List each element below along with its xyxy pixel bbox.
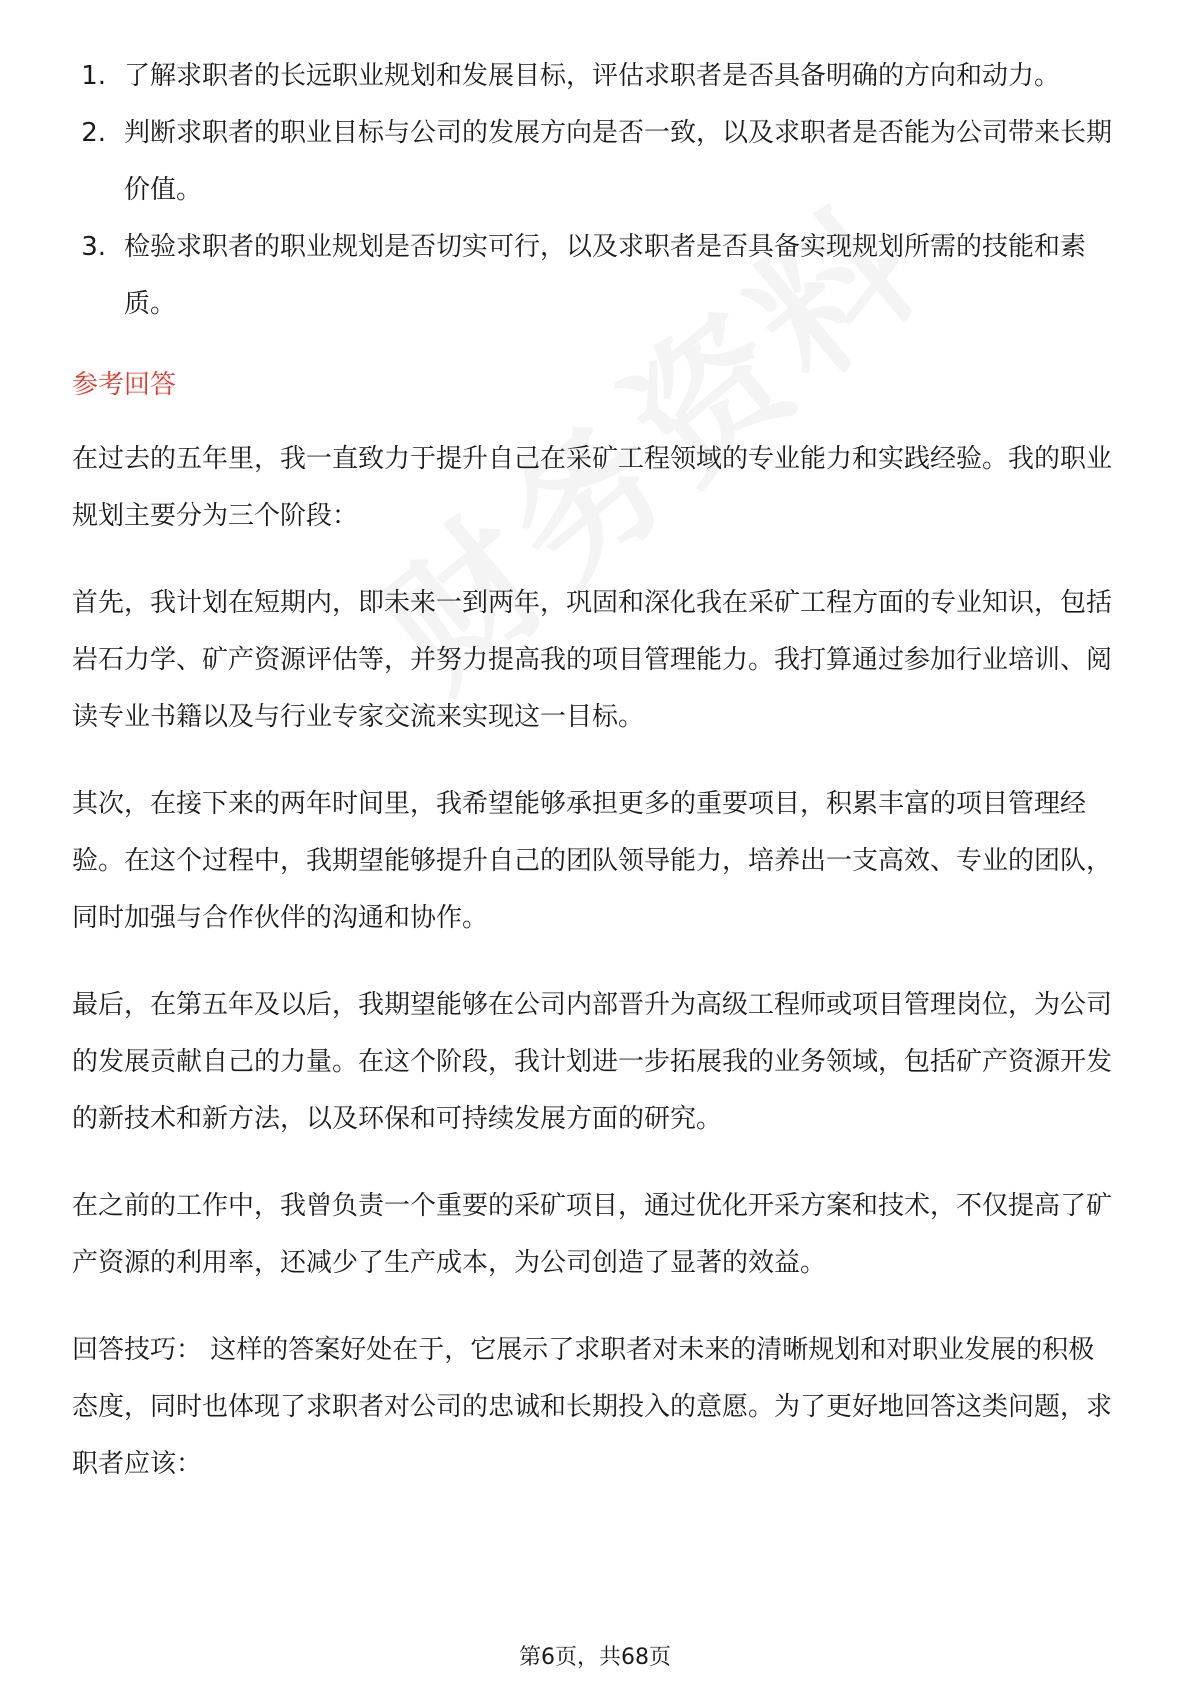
- list-text: 了解求职者的长远职业规划和发展目标，评估求职者是否具备明确的方向和动力。: [124, 61, 1061, 91]
- list-item: [72, 219, 1118, 333]
- paragraph: 回答技巧： 这样的答案好处在于，它展示了求职者对未来的清晰规划和对职业发展的积极态度，同时也体现了求职者对公司的忠诚和长期投入的意愿。为了更好地回答这类问题，求职者应该：: [72, 1335, 1113, 1479]
- paragraph: 其次，在接下来的两年时间里，我希望能够承担更多的重要项目，积累丰富的项目管理经验。在这个过程中，我期望能够提升自己的团队领导能力，培养出一支高效、专业的团队，同时加强与合作伙伴的沟通和协作。: [72, 789, 1113, 933]
- list-item: [72, 105, 1118, 219]
- page-footer: 第6页，共68页: [519, 1645, 671, 1670]
- paragraph: 在过去的五年里，我一直致力于提升自己在采矿工程领域的专业能力和实践经验。我的职业规划主要分为三个阶段：: [72, 444, 1113, 531]
- paragraph: 首先，我计划在短期内，即未来一到两年，巩固和深化我在采矿工程方面的专业知识，包括岩石力学、矿产资源评估等，并努力提高我的项目管理能力。我打算通过参加行业培训、阅读专业书籍以及与行业专家交流来实现这一目标。: [72, 588, 1113, 732]
- paragraph: 最后，在第五年及以后，我期望能够在公司内部晋升为高级工程师或项目管理岗位，为公司的发展贡献自己的力量。在这个阶段，我计划进一步拓展我的业务领域，包括矿产资源开发的新技术和新方法，以及环保和可持续发展方面的研究。: [72, 990, 1113, 1134]
- list-number: 1.: [81, 61, 106, 91]
- list-item: [72, 48, 1118, 105]
- section-title: 参考回答: [72, 370, 177, 400]
- list-text: 判断求职者的职业目标与公司的发展方向是否一致，以及求职者是否能为公司带来长期价值。: [124, 118, 1113, 205]
- document-body: [72, 48, 1118, 1523]
- list-number: 2.: [81, 118, 106, 148]
- list-number: 3.: [81, 232, 106, 262]
- list-text: 检验求职者的职业规划是否切实可行，以及求职者是否具备实现规划所需的技能和素质。: [124, 232, 1087, 319]
- paragraph: 在之前的工作中，我曾负责一个重要的采矿项目，通过优化开采方案和技术，不仅提高了矿产资源的利用率，还减少了生产成本，为公司创造了显著的效益。: [72, 1191, 1113, 1278]
